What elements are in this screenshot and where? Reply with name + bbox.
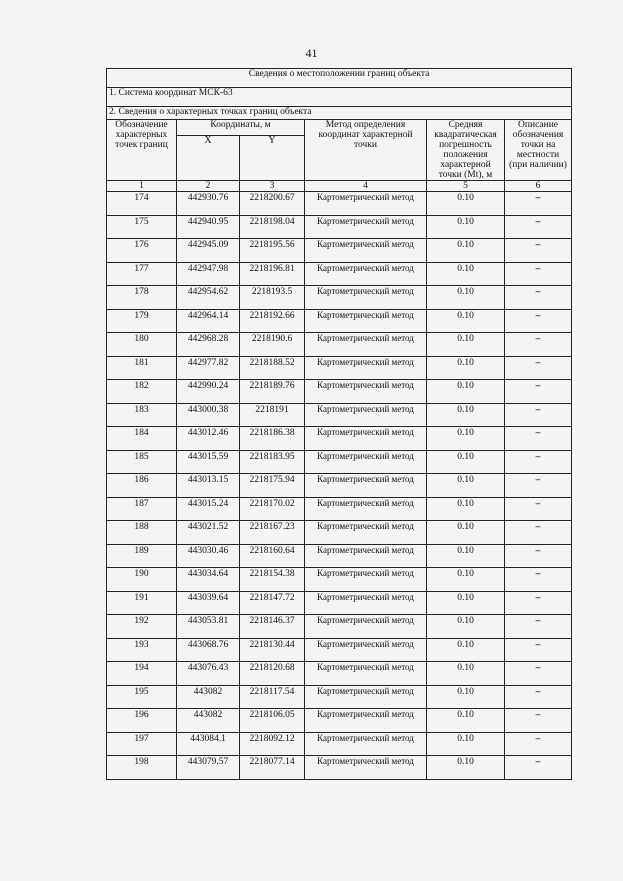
y-coordinate-cell: 2218183.95 <box>240 450 305 474</box>
y-coordinate-cell: 2218106.05 <box>240 709 305 733</box>
point-id-cell: 185 <box>107 450 177 474</box>
description-cell: – <box>505 591 572 615</box>
y-coordinate-cell: 2218170.02 <box>240 497 305 521</box>
table-row <box>107 756 572 780</box>
y-coordinate-cell: 2218196.81 <box>240 262 305 286</box>
method-cell: Картометрический метод <box>305 544 427 568</box>
x-coordinate-cell: 443015.24 <box>177 497 240 521</box>
y-coordinate-cell: 2218092.12 <box>240 732 305 756</box>
y-coordinate-cell: 2218077.14 <box>240 756 305 780</box>
header-y: Y <box>240 136 305 181</box>
description-cell: – <box>505 497 572 521</box>
point-id-cell: 197 <box>107 732 177 756</box>
x-coordinate-cell: 443082 <box>177 709 240 733</box>
header-description: Описание обозначения точки на местности (при наличии) <box>505 120 572 181</box>
method-cell: Картометрический метод <box>305 192 427 216</box>
method-cell: Картометрический метод <box>305 685 427 709</box>
method-cell: Картометрический метод <box>305 239 427 263</box>
y-coordinate-cell: 2218191 <box>240 403 305 427</box>
description-cell: – <box>505 638 572 662</box>
method-cell: Картометрический метод <box>305 662 427 686</box>
boundary-points-table <box>106 68 572 780</box>
x-coordinate-cell: 443082 <box>177 685 240 709</box>
y-coordinate-cell: 2218195.56 <box>240 239 305 263</box>
accuracy-cell: 0.10 <box>427 497 505 521</box>
table-row <box>107 685 572 709</box>
x-coordinate-cell: 443079.57 <box>177 756 240 780</box>
point-id-cell: 187 <box>107 497 177 521</box>
x-coordinate-cell: 443053.81 <box>177 615 240 639</box>
accuracy-cell: 0.10 <box>427 309 505 333</box>
description-cell: – <box>505 333 572 357</box>
table-row <box>107 309 572 333</box>
accuracy-cell: 0.10 <box>427 356 505 380</box>
point-id-cell: 182 <box>107 380 177 404</box>
accuracy-cell: 0.10 <box>427 732 505 756</box>
point-id-cell: 179 <box>107 309 177 333</box>
point-id-cell: 178 <box>107 286 177 310</box>
description-cell: – <box>505 756 572 780</box>
x-coordinate-cell: 443000.38 <box>177 403 240 427</box>
method-cell: Картометрический метод <box>305 356 427 380</box>
description-cell: – <box>505 568 572 592</box>
description-cell: – <box>505 262 572 286</box>
x-coordinate-cell: 443076.43 <box>177 662 240 686</box>
description-cell: – <box>505 239 572 263</box>
x-coordinate-cell: 443013.15 <box>177 474 240 498</box>
table-row <box>107 239 572 263</box>
accuracy-cell: 0.10 <box>427 709 505 733</box>
accuracy-cell: 0.10 <box>427 544 505 568</box>
x-coordinate-cell: 442977.82 <box>177 356 240 380</box>
accuracy-cell: 0.10 <box>427 685 505 709</box>
y-coordinate-cell: 2218192.66 <box>240 309 305 333</box>
x-coordinate-cell: 443084.1 <box>177 732 240 756</box>
x-coordinate-cell: 442945.09 <box>177 239 240 263</box>
y-coordinate-cell: 2218167.23 <box>240 521 305 545</box>
header-accuracy: Средняя квадратическая погрешность положения характерной точки (Mt), м <box>427 120 505 181</box>
table-row <box>107 356 572 380</box>
point-id-cell: 174 <box>107 192 177 216</box>
accuracy-cell: 0.10 <box>427 239 505 263</box>
description-cell: – <box>505 685 572 709</box>
method-cell: Картометрический метод <box>305 380 427 404</box>
table-row <box>107 732 572 756</box>
method-cell: Картометрический метод <box>305 615 427 639</box>
coordinate-system-label: 1. Система координат МСК-63 <box>107 88 572 107</box>
x-coordinate-cell: 442964.14 <box>177 309 240 333</box>
accuracy-cell: 0.10 <box>427 262 505 286</box>
method-cell: Картометрический метод <box>305 638 427 662</box>
y-coordinate-cell: 2218130.44 <box>240 638 305 662</box>
accuracy-cell: 0.10 <box>427 568 505 592</box>
y-coordinate-cell: 2218154.38 <box>240 568 305 592</box>
y-coordinate-cell: 2218160.64 <box>240 544 305 568</box>
method-cell: Картометрический метод <box>305 309 427 333</box>
header-coordinates: Координаты, м <box>177 120 305 136</box>
point-id-cell: 184 <box>107 427 177 451</box>
accuracy-cell: 0.10 <box>427 215 505 239</box>
point-id-cell: 186 <box>107 474 177 498</box>
description-cell: – <box>505 544 572 568</box>
method-cell: Картометрический метод <box>305 709 427 733</box>
table-title: Сведения о местоположении границ объекта <box>107 69 572 88</box>
table-row <box>107 286 572 310</box>
description-cell: – <box>505 732 572 756</box>
accuracy-cell: 0.10 <box>427 192 505 216</box>
method-cell: Картометрический метод <box>305 474 427 498</box>
x-coordinate-cell: 443012.46 <box>177 427 240 451</box>
x-coordinate-cell: 442940.95 <box>177 215 240 239</box>
x-coordinate-cell: 443021.52 <box>177 521 240 545</box>
column-number: 2 <box>177 181 240 192</box>
y-coordinate-cell: 2218188.52 <box>240 356 305 380</box>
table-row <box>107 403 572 427</box>
method-cell: Картометрический метод <box>305 568 427 592</box>
method-cell: Картометрический метод <box>305 286 427 310</box>
method-cell: Картометрический метод <box>305 262 427 286</box>
header-x: X <box>177 136 240 181</box>
x-coordinate-cell: 443034.64 <box>177 568 240 592</box>
point-id-cell: 196 <box>107 709 177 733</box>
method-cell: Картометрический метод <box>305 333 427 357</box>
table-row <box>107 262 572 286</box>
accuracy-cell: 0.10 <box>427 333 505 357</box>
point-id-cell: 177 <box>107 262 177 286</box>
method-cell: Картометрический метод <box>305 521 427 545</box>
table-row <box>107 474 572 498</box>
column-number: 3 <box>240 181 305 192</box>
point-id-cell: 180 <box>107 333 177 357</box>
method-cell: Картометрический метод <box>305 497 427 521</box>
table-row <box>107 568 572 592</box>
x-coordinate-cell: 442954.62 <box>177 286 240 310</box>
accuracy-cell: 0.10 <box>427 615 505 639</box>
point-id-cell: 175 <box>107 215 177 239</box>
method-cell: Картометрический метод <box>305 427 427 451</box>
table-row <box>107 497 572 521</box>
y-coordinate-cell: 2218198.04 <box>240 215 305 239</box>
point-id-cell: 198 <box>107 756 177 780</box>
y-coordinate-cell: 2218117.54 <box>240 685 305 709</box>
point-id-cell: 189 <box>107 544 177 568</box>
description-cell: – <box>505 474 572 498</box>
point-id-cell: 188 <box>107 521 177 545</box>
x-coordinate-cell: 443039.64 <box>177 591 240 615</box>
y-coordinate-cell: 2218175.94 <box>240 474 305 498</box>
description-cell: – <box>505 215 572 239</box>
method-cell: Картометрический метод <box>305 403 427 427</box>
method-cell: Картометрический метод <box>305 732 427 756</box>
accuracy-cell: 0.10 <box>427 474 505 498</box>
table-row <box>107 615 572 639</box>
accuracy-cell: 0.10 <box>427 403 505 427</box>
description-cell: – <box>505 450 572 474</box>
header-method: Метод определения координат характерной точки <box>305 120 427 181</box>
table-row <box>107 450 572 474</box>
points-section-label: 2. Сведения о характерных точках границ объекта <box>107 107 572 120</box>
method-cell: Картометрический метод <box>305 215 427 239</box>
point-id-cell: 181 <box>107 356 177 380</box>
y-coordinate-cell: 2218186.38 <box>240 427 305 451</box>
description-cell: – <box>505 286 572 310</box>
description-cell: – <box>505 615 572 639</box>
table-row <box>107 192 572 216</box>
description-cell: – <box>505 356 572 380</box>
description-cell: – <box>505 380 572 404</box>
description-cell: – <box>505 709 572 733</box>
accuracy-cell: 0.10 <box>427 662 505 686</box>
description-cell: – <box>505 662 572 686</box>
point-id-cell: 191 <box>107 591 177 615</box>
table-row <box>107 709 572 733</box>
x-coordinate-cell: 443030.46 <box>177 544 240 568</box>
table-row <box>107 591 572 615</box>
table-row <box>107 544 572 568</box>
method-cell: Картометрический метод <box>305 450 427 474</box>
x-coordinate-cell: 442947.98 <box>177 262 240 286</box>
point-id-cell: 193 <box>107 638 177 662</box>
description-cell: – <box>505 192 572 216</box>
column-number: 5 <box>427 181 505 192</box>
table-row <box>107 215 572 239</box>
x-coordinate-cell: 442990.24 <box>177 380 240 404</box>
column-number: 1 <box>107 181 177 192</box>
column-number: 4 <box>305 181 427 192</box>
table-row <box>107 380 572 404</box>
y-coordinate-cell: 2218193.5 <box>240 286 305 310</box>
accuracy-cell: 0.10 <box>427 450 505 474</box>
column-number: 6 <box>505 181 572 192</box>
point-id-cell: 190 <box>107 568 177 592</box>
point-id-cell: 192 <box>107 615 177 639</box>
point-id-cell: 194 <box>107 662 177 686</box>
y-coordinate-cell: 2218189.76 <box>240 380 305 404</box>
table-row <box>107 521 572 545</box>
point-id-cell: 195 <box>107 685 177 709</box>
point-id-cell: 183 <box>107 403 177 427</box>
table-row <box>107 662 572 686</box>
accuracy-cell: 0.10 <box>427 638 505 662</box>
y-coordinate-cell: 2218190.6 <box>240 333 305 357</box>
accuracy-cell: 0.10 <box>427 521 505 545</box>
description-cell: – <box>505 309 572 333</box>
x-coordinate-cell: 442930.76 <box>177 192 240 216</box>
y-coordinate-cell: 2218147.72 <box>240 591 305 615</box>
y-coordinate-cell: 2218146.37 <box>240 615 305 639</box>
table-row <box>107 333 572 357</box>
description-cell: – <box>505 403 572 427</box>
accuracy-cell: 0.10 <box>427 591 505 615</box>
page-number: 41 <box>305 46 318 60</box>
accuracy-cell: 0.10 <box>427 427 505 451</box>
point-id-cell: 176 <box>107 239 177 263</box>
header-point-designation: Обозначение характерных точек границ <box>107 120 177 181</box>
accuracy-cell: 0.10 <box>427 380 505 404</box>
x-coordinate-cell: 442968.28 <box>177 333 240 357</box>
accuracy-cell: 0.10 <box>427 286 505 310</box>
table-row <box>107 638 572 662</box>
method-cell: Картометрический метод <box>305 591 427 615</box>
table-row <box>107 427 572 451</box>
y-coordinate-cell: 2218120.68 <box>240 662 305 686</box>
x-coordinate-cell: 443015.59 <box>177 450 240 474</box>
y-coordinate-cell: 2218200.67 <box>240 192 305 216</box>
accuracy-cell: 0.10 <box>427 756 505 780</box>
x-coordinate-cell: 443068.76 <box>177 638 240 662</box>
method-cell: Картометрический метод <box>305 756 427 780</box>
description-cell: – <box>505 521 572 545</box>
description-cell: – <box>505 427 572 451</box>
